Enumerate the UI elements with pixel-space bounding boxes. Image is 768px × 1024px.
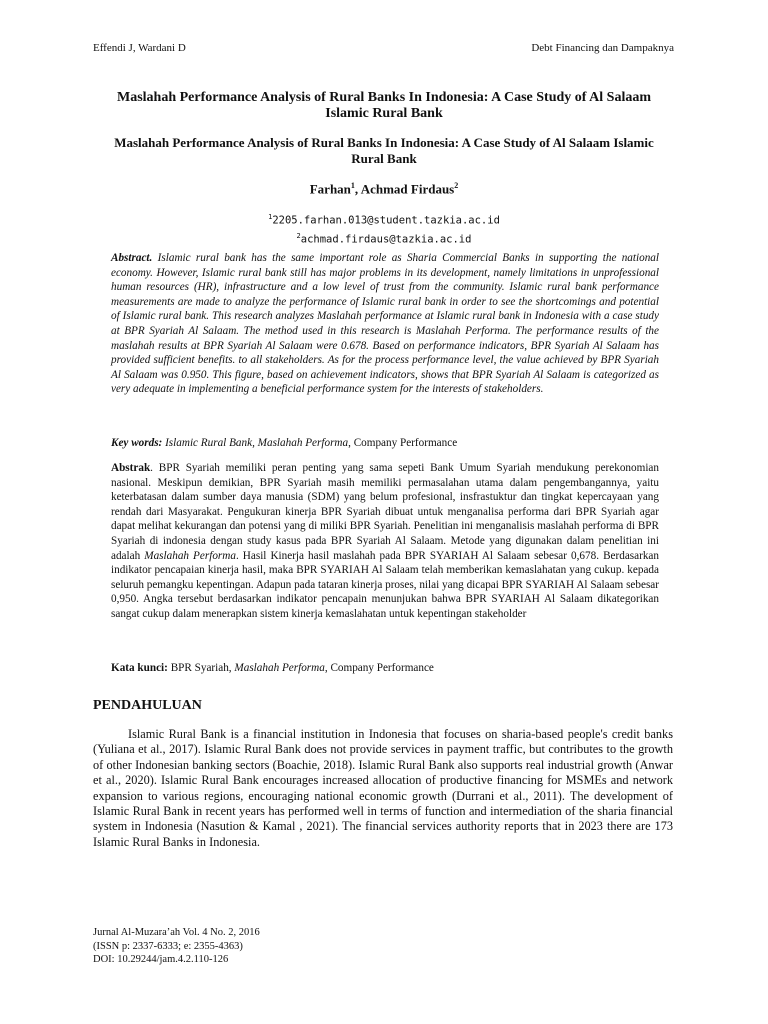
keywords-italic: Islamic Rural Bank, Maslahah Performa <box>165 437 349 449</box>
abstract-indonesian <box>111 461 659 622</box>
abstract-english <box>111 251 659 397</box>
affiliation-mark: 1 <box>350 181 355 190</box>
running-header-title: Debt Financing dan Dampaknya <box>531 42 674 54</box>
abstrak-text-italic: Maslahah Performa <box>144 549 236 562</box>
journal-issn: (ISSN p: 2337-6333; e: 2355-4363) <box>93 940 243 952</box>
keywords-english <box>111 436 659 451</box>
email-address[interactable]: achmad.firdaus@tazkia.ac.id <box>300 233 472 245</box>
abstrak-label: Abstrak <box>111 462 151 474</box>
journal-footer <box>93 926 260 967</box>
kata-kunci-italic: Maslahah Performa <box>234 662 325 674</box>
abstrak-text-end: . Hasil Kinerja hasil maslahah pada BPR SYARIAH Al Salaam sebesar 0,678. Berdasarkan indikator pencapaian kinerja hasil, maka BPR SYARIAH Al Salaam telah memberikan kemaslahatan yang cukup. kepada seluruh pemangku kepentingan. Adapun pada tataran kinerja proses, nilai yang dicapai BPR SYARIAH Al Salaam sebesar 0,950. Angka tersebut berdasarkan indikator pencapain menunjukan bahwa BPR SYARIAH Al Salaam dikategorikan sangat cukup dalam menerapkan sistem kinerja kemaslahatan untuk kepentingan stakeholder <box>111 549 659 620</box>
keywords-label: Key words: <box>111 437 163 449</box>
email-line <box>100 229 668 248</box>
section-heading: PENDAHULUAN <box>93 698 202 713</box>
paper-title: Maslahah Performance Analysis of Rural Banks In Indonesia: A Case Study of Al Salaam Islamic Rural Bank <box>116 90 652 121</box>
author-list <box>100 181 668 197</box>
abstract-label: Abstract. <box>111 252 153 264</box>
kata-kunci-rest: , Company Performance <box>324 662 434 674</box>
keywords-rest: , Company Performance <box>348 437 458 449</box>
affiliation-mark: 2 <box>454 181 459 190</box>
abstrak-text: . BPR Syariah memiliki peran penting yang sama sepeti Bank Umum Syariah mendukung perekonomian nasional. Meskipun demikian, BPR Syariah masih memiliki permasalahan utama dalam pengembangannya, yaitu keterbatasan dalam sumber daya manusia (SDM) yang belum profesional, insfrastuktur dan tingkat kepercayaan yang rendah dari Masyarakat. Pengukuran kinerja BPR Syariah dibuat untuk menganalisa performa dari BPR Syariah agar dapat melihat kekurangan dan potensi yang di miliki BPR Syariah. Penelitian ini menganalisis maslahah performa di BPR Syariah di indonesia dengan study kasus pada BPR Syariah Al Salaam. Metode yang digunakan dalam penelitian ini adalah <box>111 462 659 562</box>
email-address[interactable]: 2205.farhan.013@student.tazkia.ac.id <box>272 214 500 227</box>
author-name: Farhan <box>309 181 351 197</box>
running-header-authors: Effendi J, Wardani D <box>93 42 186 54</box>
journal-name: Jurnal Al-Muzara’ah Vol. 4 No. 2, 2016 <box>93 927 260 938</box>
affiliation-mark: 1 <box>268 213 273 221</box>
keywords-indonesian <box>111 661 659 676</box>
affiliation-mark: 2 <box>296 231 301 240</box>
author-emails <box>100 210 668 247</box>
kata-kunci-label: Kata kunci: <box>111 662 168 674</box>
author-name: Achmad Firdaus <box>360 181 455 197</box>
kata-kunci-plain: BPR Syariah, <box>167 662 235 674</box>
abstract-text: Islamic rural bank has the same important role as Sharia Commercial Banks in supporting the national economy. However, Islamic rural bank still has major problems in its development, namely limitations in unprofessional human resources (HR), infrastructure and a low level of trust from the community. Islamic rural bank performance measurements are made to analyze the performance of Islamic rural bank in order to see the shortcomings and potential of Islamic rural bank. This research analyzes Maslahah performance at Islamic rural bank in Indonesia with a case study at BPR Syariah Al Salaam. The method used in this research is Maslahah Performa. The performance results of the maslahah results at BPR Syariah Al Salaam were 0.678. Based on performance indicators, BPR Syariah Al Salaam has provided sufficient benefits. to all stakeholders. As for the process performance level, the value achieved by BPR Syariah Al Salaam was 0.950. This figure, based on achievement indicators, shows that BPR Syariah Al Salaam is categorized as very adequate in implementing a beneficial performance system for the interests of stakeholders. <box>111 252 660 396</box>
email-line <box>100 210 668 229</box>
paper-title-secondary: Maslahah Performance Analysis of Rural Banks In Indonesia: A Case Study of Al Salaam Islamic Rural Bank <box>114 135 654 166</box>
intro-paragraph: Islamic Rural Bank is a financial institution in Indonesia that focuses on sharia-based people's credit banks (Yuliana et al., 2017). Islamic Rural Bank does not provide services in payment traffic, but contributes to the growth of other Indonesian banking sectors (Boachie, 2018). Islamic Rural Bank also supports real industrial growth (Anwar et al., 2020). Islamic Rural Bank encourages increased allocation of productive financing for MSMEs and network expansion to various regions, encouraging national economic growth (Durrani et al., 2011). The development of Islamic Rural Bank in recent years has performed well in terms of function and intermediation of the sharia financial system in Indonesia (Nasution & Kamal , 2021). The financial services authority reports that in 2023 there are 173 Islamic Rural Banks in Indonesia. <box>93 727 673 849</box>
author-separator: , <box>354 181 361 197</box>
journal-doi: DOI: 10.29244/jam.4.2.110-126 <box>93 954 229 965</box>
